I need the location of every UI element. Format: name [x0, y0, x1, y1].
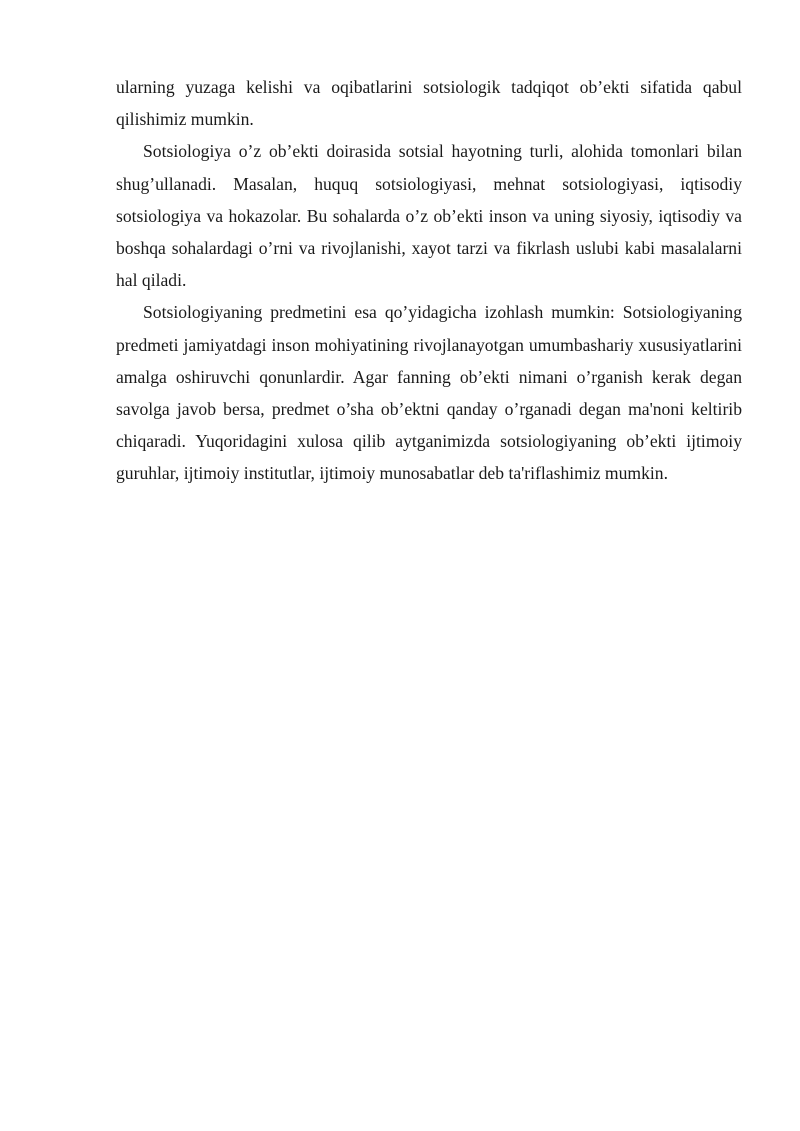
paragraph-subject-definition: Sotsiologiyaning predmetini esa qo’yidagicha izohlash mumkin: Sotsiologiyaning predmeti jamiyatdagi inson mohiyatining rivojlanayotgan umumbashariy xususiyatlarini amalga oshiruvchi qonunlardir. Agar fanning ob’ekti nimani o’rganish kerak degan savolga javob bersa, predmet o’sha ob’ektni qanday o’rganadi degan ma'noni keltirib chiqaradi. Yuqoridagini xulosa qilib aytganimizda sotsiologiyaning ob’ekti ijtimoiy guruhlar, ijtimoiy institutlar, ijtimoiy munosabatlar deb ta'riflashimiz mumkin.	[116, 302, 742, 484]
paragraph-continuation: ularning yuzaga kelishi va oqibatlarini sotsiologik tadqiqot ob’ekti sifatida qabul qilishimiz mumkin.	[116, 77, 742, 130]
body-text	[116, 71, 742, 490]
paragraph-object-scope: Sotsiologiya o’z ob’ekti doirasida sotsial hayotning turli, alohida tomonlari bilan shug’ullanadi. Masalan, huquq sotsiologiyasi, mehnat sotsiologiyasi, iqtisodiy sotsiologiya va hokazolar. Bu sohalarda o’z ob’ekti inson va uning siyosiy, iqtisodiy va boshqa sohalardagi o’rni va rivojlanishi, xayot tarzi va fikrlash uslubi kabi masalalarni hal qiladi.	[116, 141, 742, 291]
